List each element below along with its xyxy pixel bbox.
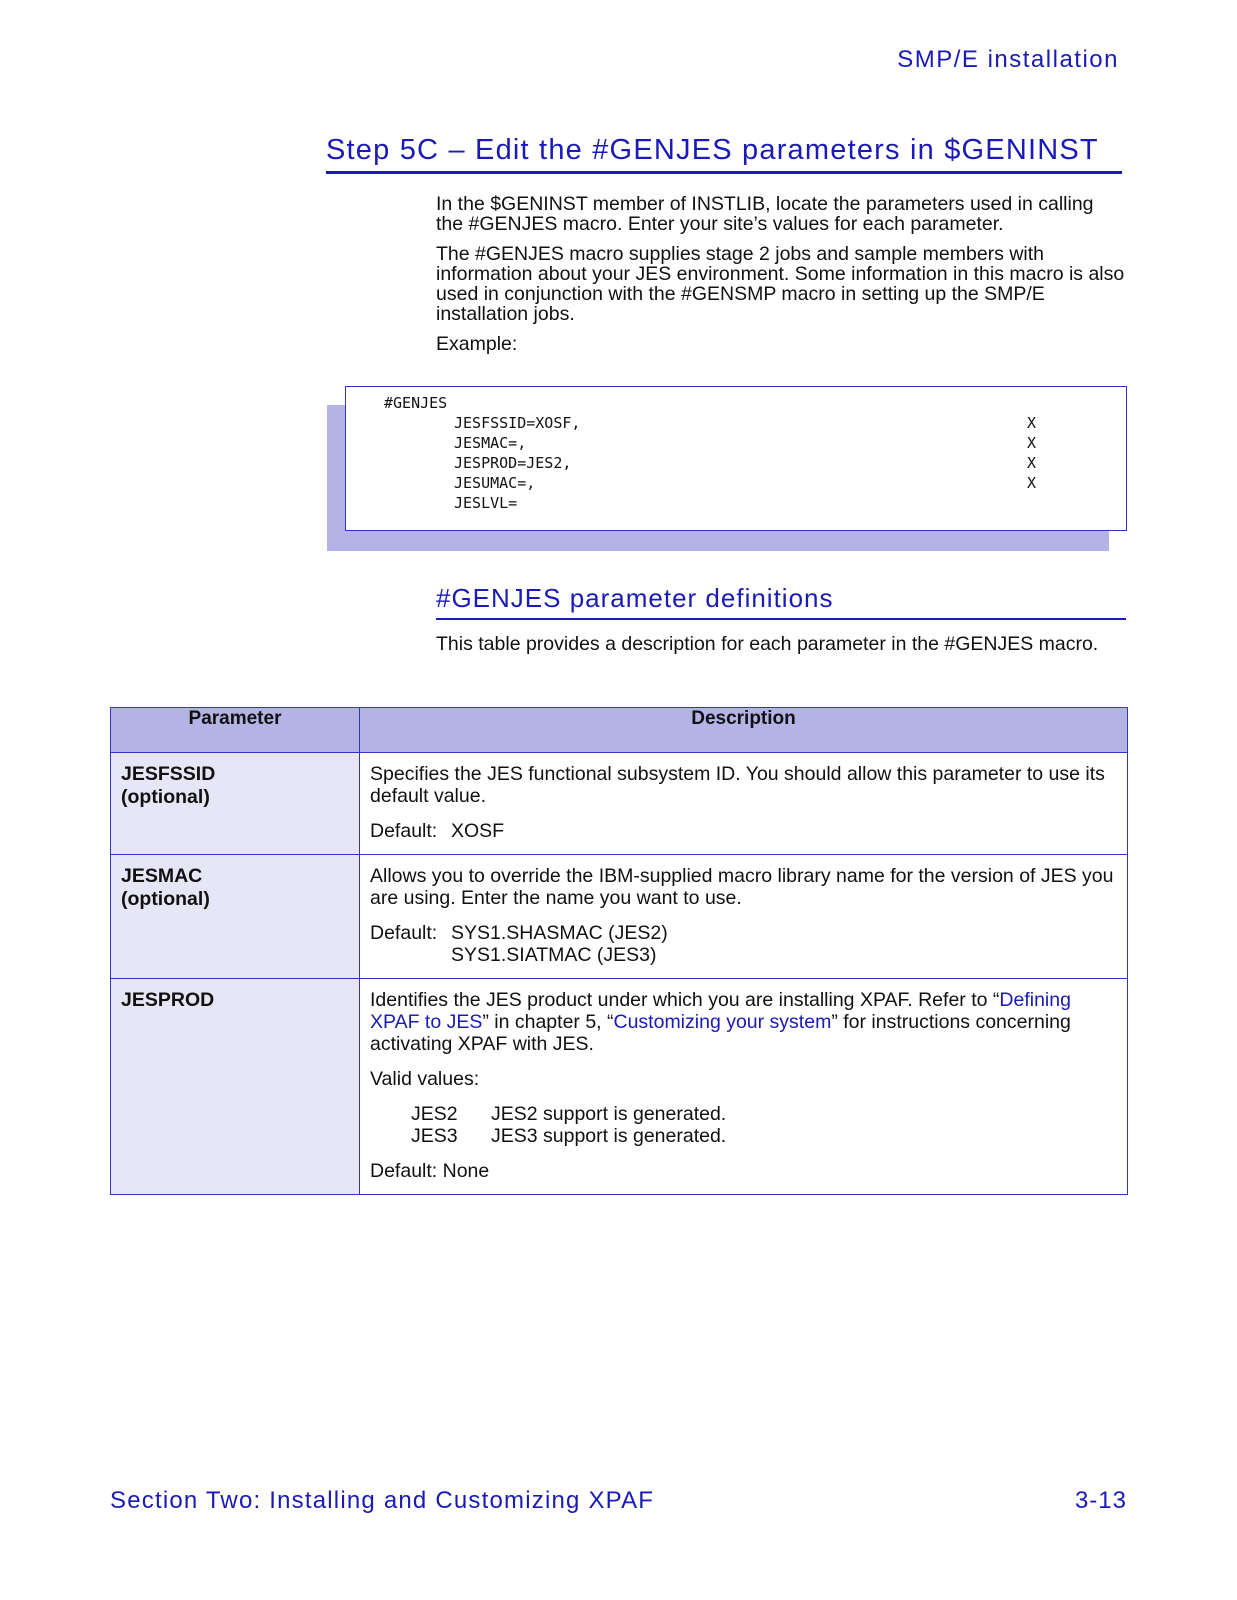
description-text-part: ” for instructions concerning activating XPAF with JES. <box>370 1011 1071 1055</box>
description-cell <box>360 855 1128 979</box>
definitions-intro: This table provides a description for each parameter in the #GENJES macro. <box>436 633 1099 655</box>
parameter-cell <box>111 753 360 855</box>
valid-values-label: Valid values: <box>370 1068 480 1090</box>
code-line: JESFSSID=XOSF, <box>454 414 581 432</box>
parameter-qualifier: (optional) <box>121 786 210 808</box>
table-row <box>111 979 1128 1195</box>
code-line: JESUMAC=, <box>454 474 536 492</box>
parameter-cell <box>111 979 360 1195</box>
description-text: Specifies the JES functional subsystem ID. You should allow this parameter to use its default value. <box>370 763 1105 807</box>
valid-value-meaning: JES2 support is generated. <box>491 1103 727 1125</box>
table-row <box>111 855 1128 979</box>
step-title: Step 5C – Edit the #GENJES parameters in $GENINST <box>326 134 1122 174</box>
description-text <box>370 989 1117 1055</box>
default-label: Default: <box>370 922 438 944</box>
code-line: JESMAC=, <box>454 434 527 452</box>
code-line: JESPROD=JES2, <box>454 454 572 472</box>
valid-values-list <box>411 1103 1117 1147</box>
parameter-cell <box>111 855 360 979</box>
parameter-name: JESFSSID <box>121 763 216 785</box>
parameter-name: JESMAC <box>121 865 203 887</box>
valid-value: JES2 <box>411 1103 458 1125</box>
description-text-part: ” in chapter 5, “ <box>482 1011 614 1033</box>
default-spacer <box>370 944 451 966</box>
running-head: SMP/E installation <box>897 46 1119 73</box>
table-header-row <box>111 708 1128 753</box>
page-number: 3-13 <box>1074 1487 1127 1514</box>
default-value <box>370 820 1117 842</box>
description-cell <box>360 753 1128 855</box>
description-text-part: Identifies the JES product under which you are installing XPAF. Refer to “ <box>370 989 1000 1011</box>
code-continuation-mark: X <box>1027 434 1037 452</box>
code-continuation-mark: X <box>1027 474 1037 492</box>
cross-reference-link[interactable]: Customizing your system <box>613 1011 832 1033</box>
parameter-name: JESPROD <box>121 989 215 1011</box>
default-value-text: SYS1.SIATMAC (JES3) <box>451 944 657 966</box>
column-header-description: Description <box>360 708 1128 753</box>
code-continuation-mark: X <box>1027 454 1037 472</box>
code-example-box <box>345 386 1127 531</box>
valid-value-meaning: JES3 support is generated. <box>491 1125 727 1147</box>
code-line: JESLVL= <box>454 494 518 512</box>
definitions-title: #GENJES parameter definitions <box>436 583 1126 620</box>
default-value: Default: None <box>370 1160 490 1182</box>
intro-paragraph-2: The #GENJES macro supplies stage 2 jobs and sample members with information about your JES environment. Some information in this macro is also used in conjunction with the #GENSMP macro in setting up the SMP/E installation jobs. <box>436 243 1125 325</box>
cross-reference-link[interactable]: Defining XPAF to JES <box>370 989 1071 1033</box>
default-value <box>370 922 1117 966</box>
valid-value: JES3 <box>411 1125 458 1147</box>
description-cell <box>360 979 1128 1195</box>
parameter-table <box>110 707 1128 1195</box>
table-row <box>111 753 1128 855</box>
default-value-text: SYS1.SHASMAC (JES2) <box>451 922 668 944</box>
description-text: Allows you to override the IBM-supplied macro library name for the version of JES you are using. Enter the name you want to use. <box>370 865 1114 909</box>
footer-section-title: Section Two: Installing and Customizing XPAF <box>110 1487 655 1514</box>
code-macro-name: #GENJES <box>384 394 448 412</box>
default-value-text: XOSF <box>451 820 505 842</box>
code-continuation-mark: X <box>1027 414 1037 432</box>
example-label: Example: <box>436 333 518 355</box>
default-label: Default: <box>370 820 438 842</box>
intro-paragraph-1: In the $GENINST member of INSTLIB, locate the parameters used in calling the #GENJES macro. Enter your site’s values for each parameter. <box>436 193 1094 235</box>
column-header-parameter: Parameter <box>111 708 360 753</box>
parameter-qualifier: (optional) <box>121 888 210 910</box>
